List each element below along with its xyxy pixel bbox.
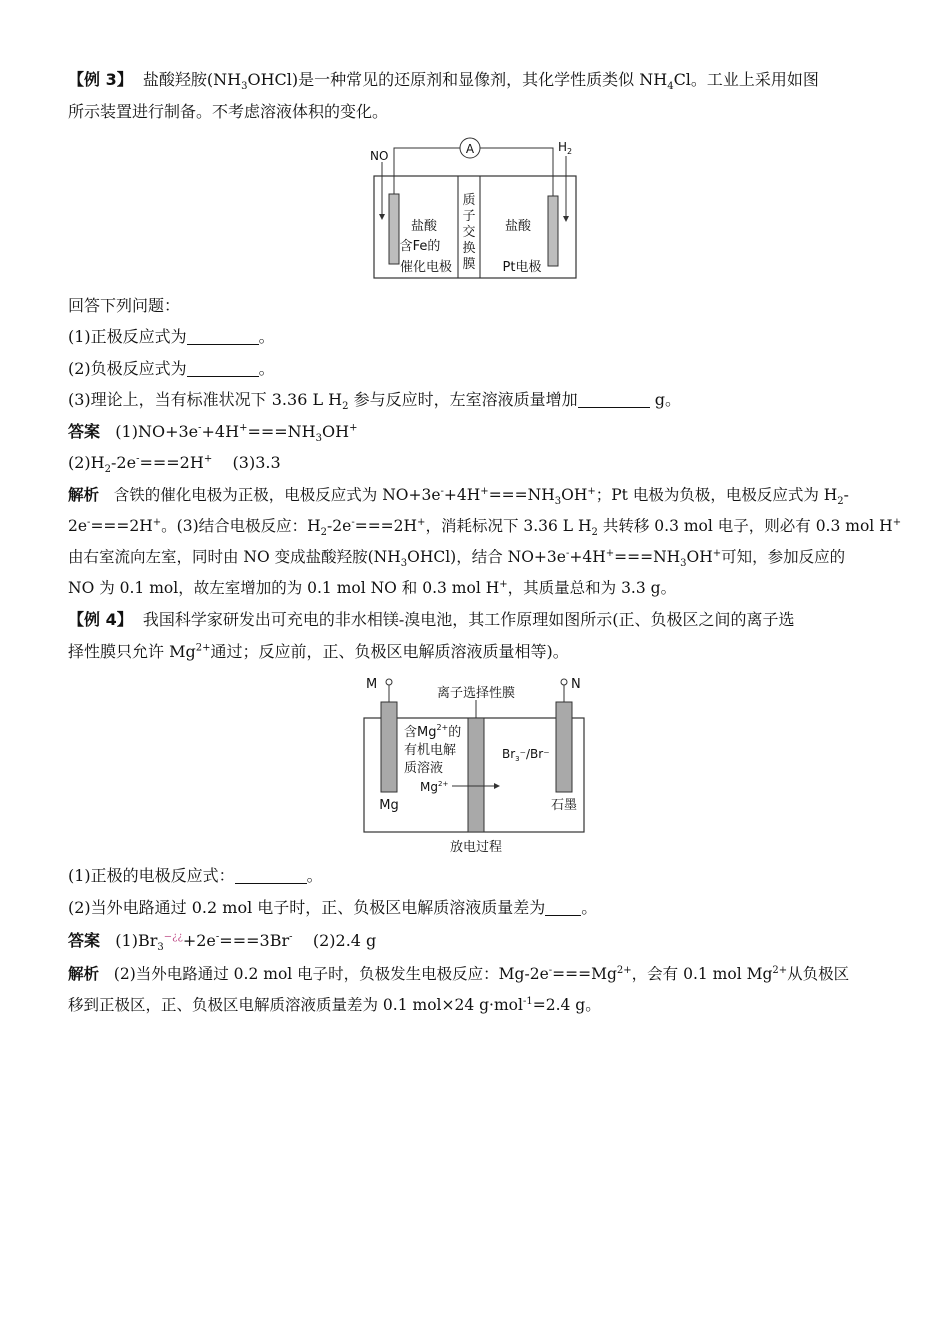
sub: 2 [837, 496, 844, 508]
sup: + [499, 578, 508, 590]
text: Cl。工业上采用如图 [673, 70, 819, 89]
ex3-intro-line2: 所示装置进行制备。不考虑溶液体积的变化。 [68, 102, 389, 121]
left-acid-label: 盐酸 [410, 219, 438, 234]
explanation-label: 解析 [68, 486, 100, 504]
text: ===NH [247, 422, 316, 441]
text: (1)正极的电极反应式： [68, 866, 235, 885]
text: OHCl)是一种常见的还原剂和显像剂，其化学性质类似 NH [247, 70, 668, 89]
no-label: NO [370, 149, 389, 163]
sup: + [480, 485, 489, 497]
text: 。 [258, 327, 275, 346]
answer-label: 答案 [68, 422, 101, 441]
sub: 2 [591, 527, 598, 539]
ex3-cell-diagram [360, 136, 590, 282]
right-electrode-label: Pt电极 [502, 260, 542, 275]
figure-caption: 放电过程 [449, 840, 503, 855]
sup: - [215, 931, 220, 943]
text: +4H [443, 486, 481, 504]
text: -2e [111, 453, 137, 472]
ex3-explanation-line4 [68, 572, 883, 604]
sup: - [565, 547, 570, 559]
text: (3)理论上，当有标准状况下 3.36 L H [68, 390, 343, 409]
text: 。 [306, 866, 323, 885]
ex3-explanation-line3 [68, 541, 883, 573]
sup: + [712, 547, 722, 559]
text: g。 [649, 390, 681, 409]
h2-sub: 2 [567, 147, 573, 156]
membrane-char-4: 换 [462, 241, 476, 256]
left-solution-line3: 质溶液 [404, 761, 444, 776]
ex3-answer-prompt: 回答下列问题： [68, 296, 181, 315]
text: OHCl)，结合 NO+3e [407, 548, 566, 566]
text: OH [322, 422, 350, 441]
text: +2e [182, 931, 216, 950]
membrane-char-3: 交 [462, 225, 476, 240]
text: 含Mg [404, 725, 437, 740]
text: ；Pt 电极为负极，电极反应式为 H [595, 486, 838, 504]
ex4-q2 [68, 892, 883, 924]
sub: 3 [680, 558, 687, 570]
answer-blank[interactable] [578, 389, 650, 408]
left-electrode-label-1: 含Fe的 [399, 239, 441, 254]
text: +4H [569, 548, 606, 566]
text: (1)NO+3e [115, 422, 199, 441]
left-electrode-label-2: 催化电极 [399, 260, 453, 275]
sub: 2 [342, 401, 349, 413]
ion-selective-membrane [468, 718, 484, 832]
sup: - [351, 516, 355, 528]
sup: 2+ [195, 642, 211, 654]
sup: - [289, 931, 293, 943]
n-terminal-icon [561, 679, 567, 685]
sup: - [87, 516, 91, 528]
text: (2)2.4 g [312, 931, 377, 950]
sup: 2+ [436, 723, 449, 732]
h2-text: H [558, 140, 568, 154]
mg-electrode-label: Mg [379, 798, 399, 813]
text: ，消耗标况下 3.36 L H [425, 517, 592, 535]
text: (3)3.3 [232, 453, 281, 472]
text: 从负极区 [787, 965, 850, 983]
text: =2.4 g。 [532, 996, 601, 1014]
explanation-label: 解析 [68, 965, 100, 983]
ex4-explanation-line2 [68, 989, 883, 1021]
text: NO 为 0.1 mol，故左室增加的为 0.1 mol NO 和 0.3 mol H [68, 579, 500, 597]
answer-label: 答案 [68, 931, 101, 950]
text: Mg [420, 780, 438, 794]
text: 。(3)结合电极反应：H [161, 517, 321, 535]
ex3-q2 [68, 353, 883, 385]
graphite-label: 石墨 [550, 798, 578, 813]
ex3-explanation-line1 [68, 479, 883, 511]
text: 。 [258, 359, 275, 378]
text: ，其质量总和为 3.3 g。 [507, 579, 677, 597]
sup: 2+ [437, 780, 449, 788]
text: OH [561, 486, 588, 504]
ex3-answer-line2 [68, 447, 883, 479]
text: (2)当外电路通过 0.2 mol 电子时，负极发生电极反应：Mg-2e [113, 965, 549, 983]
text: +4H [201, 422, 240, 441]
ex3-q3 [68, 384, 883, 416]
sub: 3 [315, 433, 322, 445]
text: (1)正极反应式为 [68, 327, 187, 346]
m-terminal-icon [386, 679, 392, 685]
text: ===2H [90, 517, 153, 535]
right-acid-label: 盐酸 [504, 219, 532, 234]
text: OH [686, 548, 713, 566]
m-label: M [366, 677, 378, 692]
left-solution-line2: 有机电解 [404, 743, 457, 758]
sup: + [892, 516, 902, 528]
ex4-explanation-line1 [68, 958, 883, 990]
answer-blank[interactable] [187, 326, 259, 345]
n-label: N [571, 677, 581, 692]
text: ===NH [614, 548, 681, 566]
ex4-battery-diagram [356, 672, 592, 858]
sup: + [605, 547, 615, 559]
text: ===2H [354, 517, 418, 535]
text: (2)当外电路通过 0.2 mol 电子时，正、负极区电解质溶液质量差为 [68, 898, 546, 917]
membrane-char-1: 质 [462, 193, 476, 208]
sub: 3 [241, 81, 248, 93]
text: 择性膜只允许 Mg [68, 642, 196, 661]
sup: 2+ [772, 964, 788, 976]
mg-electrode [381, 702, 397, 792]
text: - [843, 486, 849, 504]
sup: + [203, 453, 213, 465]
sub: 4 [667, 81, 674, 93]
text: ，会有 0.1 mol Mg [631, 965, 773, 983]
membrane-label: 离子选择性膜 [436, 686, 516, 701]
h2-label [558, 140, 572, 156]
sup: - [136, 453, 140, 465]
ex4-answer [68, 925, 883, 957]
text: (2)H [68, 453, 105, 472]
text: ===Mg [552, 965, 617, 983]
right-solution-label [502, 747, 550, 763]
sub: 3 [554, 496, 562, 508]
text: (2)负极反应式为 [68, 359, 187, 378]
sub: 2 [320, 527, 328, 539]
text: 移到正极区，正、负极区电解质溶液质量差为 0.1 mol×24 g·mol [68, 996, 523, 1014]
text: 由右室流向左室，同时由 NO 变成盐酸羟胺(NH [68, 548, 401, 566]
membrane-char-5: 膜 [462, 257, 476, 272]
text: 含铁的催化电极为正极，电极反应式为 NO+3e [113, 486, 441, 504]
sup: −¿¿ [163, 931, 183, 943]
ex3-explanation-line2 [68, 510, 902, 542]
sup: - [198, 422, 202, 434]
text: ===2H [139, 453, 204, 472]
text: -2e [327, 517, 352, 535]
sup: + [417, 516, 426, 528]
sup: -1 [522, 995, 533, 1007]
ex3-intro-line1 [68, 64, 883, 96]
text: (1)Br [115, 931, 158, 950]
answer-blank[interactable] [545, 897, 581, 916]
ex3-answer-line1 [68, 416, 883, 448]
ex4-intro-line1 [68, 604, 883, 636]
text: 。 [581, 898, 598, 917]
graphite-electrode [556, 702, 572, 792]
text: Br [502, 747, 516, 761]
ex4-intro-line2 [68, 636, 883, 668]
sup: + [587, 485, 596, 497]
text: 可知，参加反应的 [721, 548, 846, 566]
sub: 2 [104, 464, 111, 476]
sup: - [440, 485, 444, 497]
ex4-tag: 【例 4】 [68, 610, 133, 629]
ex4-q1 [68, 860, 883, 892]
ex3-tag: 【例 3】 [68, 70, 133, 89]
sub: 3 [157, 942, 164, 954]
sup: + [152, 516, 162, 528]
left-electrode [389, 194, 399, 264]
text: 盐酸羟胺(NH [142, 70, 242, 89]
ex3-q1 [68, 321, 883, 353]
left-solution-line1 [404, 723, 461, 740]
text: 我国科学家研发出可充电的非水相镁-溴电池，其工作原理如图所示(正、负极区之间的离子选 [142, 610, 795, 629]
membrane-char-2: 子 [462, 209, 476, 224]
sup: + [239, 422, 248, 434]
text: ===NH [488, 486, 555, 504]
text: 参与反应时，左室溶液质量增加 [348, 390, 578, 409]
right-electrode [548, 196, 558, 266]
sub: 3 [515, 755, 520, 763]
sup: - [548, 964, 553, 976]
text: 2e [68, 517, 88, 535]
answer-blank[interactable] [235, 865, 307, 884]
text: 通过；反应前，正、负极区电解质溶液质量相等)。 [210, 642, 569, 661]
sub: 3 [400, 558, 408, 570]
text: 的 [448, 725, 462, 740]
text: ⁻/Br [519, 747, 544, 761]
text: ===3Br [219, 931, 290, 950]
sup: 2+ [616, 964, 632, 976]
text: 共转移 0.3 mol 电子，则必有 0.3 mol H [597, 517, 893, 535]
answer-blank[interactable] [187, 358, 259, 377]
sup: + [349, 422, 358, 434]
text: ⁻ [543, 747, 550, 761]
ammeter-label: A [465, 142, 475, 156]
